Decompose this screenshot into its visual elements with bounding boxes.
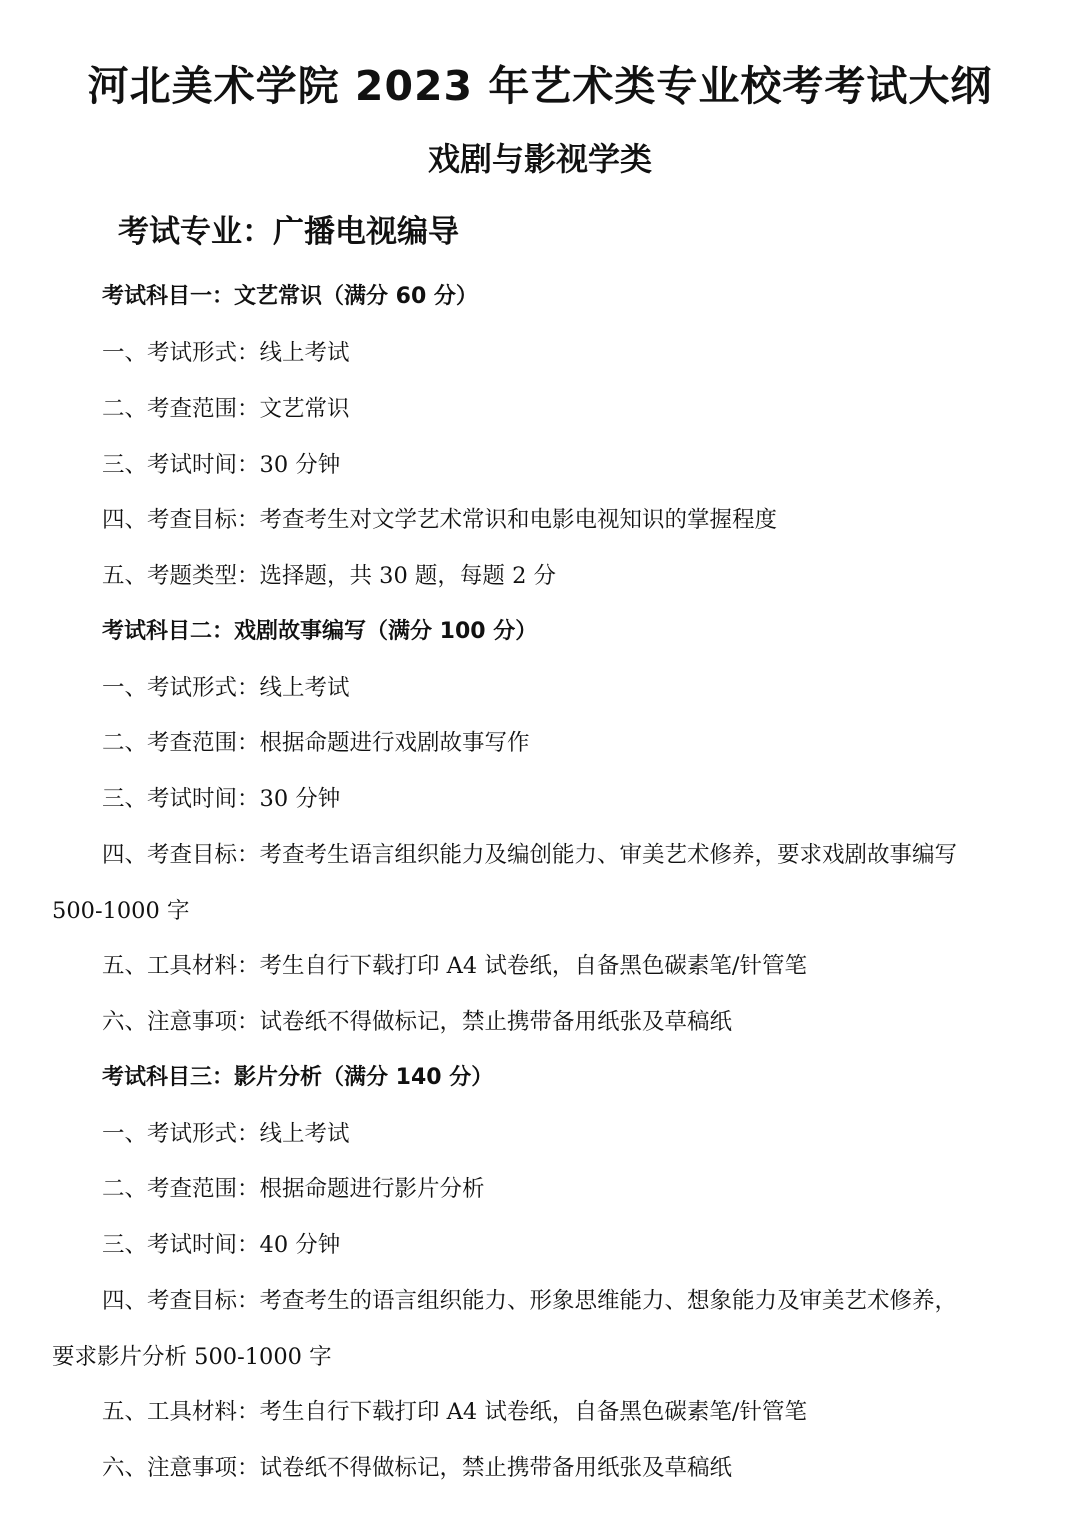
subject-2-item: 二、考查范围：根据命题进行戏剧故事写作	[102, 730, 530, 756]
subject-3-item: 三、考试时间：40 分钟	[102, 1232, 341, 1258]
subject-3-heading: 考试科目三：影片分析（满分 140 分）	[102, 1065, 494, 1090]
subject-3-item: 四、考查目标：考查考生的语言组织能力、形象思维能力、想象能力及审美艺术修养，	[102, 1288, 958, 1314]
subject-2-item: 一、考试形式：线上考试	[102, 675, 350, 701]
subject-2-item: 四、考查目标：考查考生语言组织能力及编创能力、审美艺术修养，要求戏剧故事编写	[102, 842, 958, 868]
subject-1-item: 四、考查目标：考查考生对文学艺术常识和电影电视知识的掌握程度	[102, 507, 778, 533]
subject-3-item-continuation: 要求影片分析 500-1000 字	[52, 1344, 332, 1370]
subject-2-item: 三、考试时间：30 分钟	[102, 786, 341, 812]
subject-1-item: 一、考试形式：线上考试	[102, 340, 350, 366]
subject-3-item: 一、考试形式：线上考试	[102, 1121, 350, 1147]
subject-2-heading: 考试科目二：戏剧故事编写（满分 100 分）	[102, 619, 538, 644]
subject-2-item: 六、注意事项：试卷纸不得做标记，禁止携带备用纸张及草稿纸	[102, 1009, 733, 1035]
subject-3-item: 二、考查范围：根据命题进行影片分析	[102, 1176, 485, 1202]
subject-1-item: 五、考题类型：选择题，共 30 题，每题 2 分	[102, 563, 557, 589]
subject-2-item-continuation: 500-1000 字	[52, 898, 190, 924]
document-subtitle: 戏剧与影视学类	[427, 140, 652, 178]
document-title: 河北美术学院 2023 年艺术类专业校考考试大纲	[87, 62, 993, 110]
exam-major-heading: 考试专业：广播电视编导	[118, 214, 459, 250]
subject-1-heading: 考试科目一：文艺常识（满分 60 分）	[102, 284, 478, 309]
subject-2-item: 五、工具材料：考生自行下载打印 A4 试卷纸，自备黑色碳素笔/针管笔	[102, 953, 807, 979]
subject-1-item: 三、考试时间：30 分钟	[102, 452, 341, 478]
subject-3-item: 六、注意事项：试卷纸不得做标记，禁止携带备用纸张及草稿纸	[102, 1455, 733, 1481]
subject-1-item: 二、考查范围：文艺常识	[102, 396, 350, 422]
subject-3-item: 五、工具材料：考生自行下载打印 A4 试卷纸，自备黑色碳素笔/针管笔	[102, 1399, 807, 1425]
